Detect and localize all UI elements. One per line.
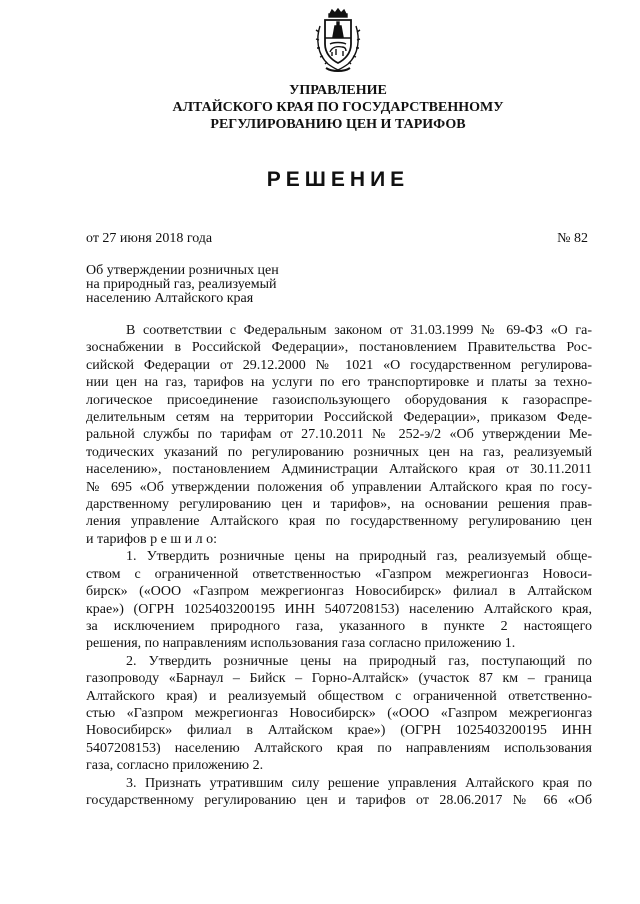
body-line: Алтайского края) и реализуемый обществом с ограниченной ответственно- xyxy=(86,688,592,704)
body-line: газопроводу «Барнаул – Бийск – Горно-Алтайск» (участок 87 км – граница xyxy=(86,671,592,687)
body-line: государственному регулированию цен и тарифов от 28.06.2017 № 66 «Об xyxy=(86,792,592,808)
body-line: тодических указаний по регулированию розничных цен на газ, реализуемый xyxy=(86,444,592,460)
body-line: крае») (ОГРН 1025403200195 ИНН 5407208153) населению Алтайского края, xyxy=(86,601,592,617)
org-line: АЛТАЙСКОГО КРАЯ ПО ГОСУДАРСТВЕННОМУ xyxy=(172,100,504,115)
document-body xyxy=(86,322,592,809)
subject-line: на природный газ, реализуемый xyxy=(86,277,277,292)
body-line: газа, согласно приложению 2. xyxy=(86,758,264,774)
subject-line: населению Алтайского края xyxy=(86,291,254,306)
body-line: 5407208153) населению Алтайского края по направлениям использования xyxy=(86,740,592,756)
body-line: 2. Утвердить розничные цены на природный газ, поступающий по xyxy=(126,653,592,669)
document-number: № 82 xyxy=(557,231,588,246)
org-line: РЕГУЛИРОВАНИЮ ЦЕН И ТАРИФОВ xyxy=(210,117,466,132)
body-line: стью «Газпром межрегионгаз Новосибирск» («ООО «Газпром межрегионгаз xyxy=(86,705,592,721)
body-line: бирск» («ООО «Газпром межрегионгаз Новосибирск» филиал в Алтайском xyxy=(86,584,592,600)
document-subject xyxy=(86,264,279,306)
subject-line: Об утверждении розничных цен xyxy=(86,263,279,278)
body-line: делительным сетям на территории Российской Федерации», приказом Феде- xyxy=(86,410,592,426)
body-line: сийской Федерации от 29.12.2000 № 1021 «О государственном регулирова- xyxy=(86,357,592,373)
body-line: 3. Признать утратившим силу решение управления Алтайского края по xyxy=(126,775,592,791)
body-line: № 695 «Об утверждении положения об управлении Алтайского края по госу- xyxy=(86,479,592,495)
body-line: ральной службы по тарифам от 27.10.2011 № 252-э/2 «Об утверждении Ме- xyxy=(86,427,592,443)
body-line: ством с ограниченной ответственностью «Газпром межрегионгаз Новоси- xyxy=(86,566,592,582)
body-line: зоснабжении в Российской Федерации», постановлением Правительства Рос- xyxy=(86,340,592,356)
body-line: населению», постановлением Администрации Алтайского края от 30.11.2011 xyxy=(86,462,592,478)
document-date: от 27 июня 2018 года xyxy=(86,231,213,246)
body-line: дарственному регулированию цен и тарифов», на основании решения прав- xyxy=(86,497,592,513)
body-line: и тарифов р е ш и л о: xyxy=(86,531,218,547)
body-line: нии цен на газ, тарифов на услуги по его транспортировке и платы за техно- xyxy=(86,375,592,391)
body-line: В соответствии с Федеральным законом от 31.03.1999 № 69-ФЗ «О га- xyxy=(126,323,592,338)
body-line: 1. Утвердить розничные цены на природный газ, реализуемый обще- xyxy=(126,549,592,565)
org-line: УПРАВЛЕНИЕ xyxy=(289,83,387,98)
body-line: Новосибирск» филиал в Алтайском крае») (ОГРН 1025403200195 ИНН xyxy=(86,723,592,739)
coat-of-arms-emblem xyxy=(312,8,364,76)
issuing-authority xyxy=(140,82,536,133)
body-line: ления управление Алтайского края по государственному регулированию цен xyxy=(86,514,592,530)
body-line: за исключением природного газа, указанного в пункте 2 настоящего xyxy=(86,618,592,634)
body-line: решения, по направлениям использования газа согласно приложению 1. xyxy=(86,636,516,652)
body-line: логическое присоединение газоиспользующего оборудования к газораспре- xyxy=(86,392,592,408)
document-type-title: РЕШЕНИЕ xyxy=(266,168,410,191)
